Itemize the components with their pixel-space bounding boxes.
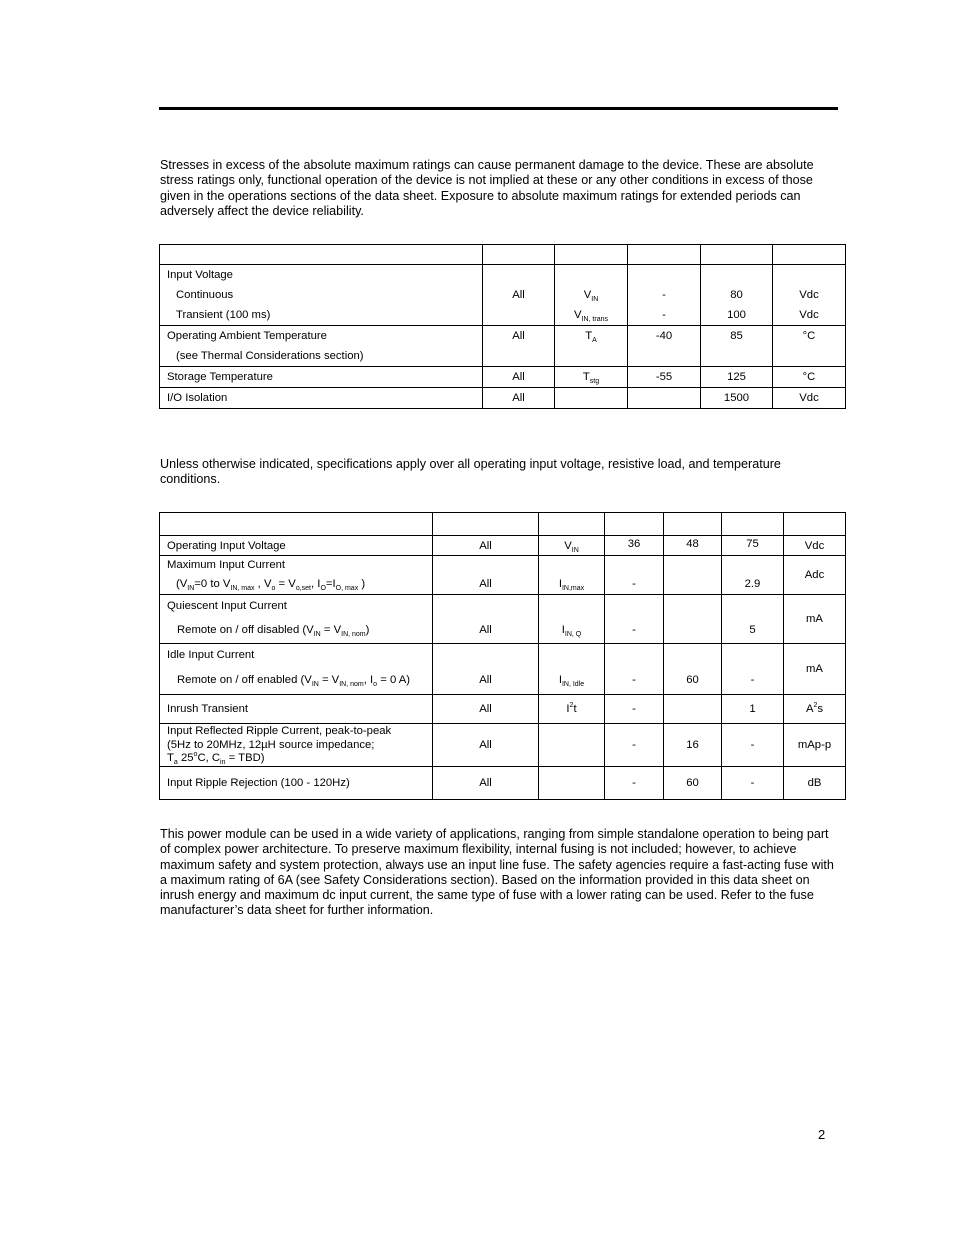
max-cell: 125: [727, 371, 746, 383]
min-cell: -40: [655, 330, 673, 342]
param-label: Storage Temperature: [167, 371, 273, 383]
symbol-cell: $V_{IN}$: [583, 289, 599, 303]
max-cell: 1500: [723, 392, 750, 404]
device-cell: All: [479, 674, 492, 686]
table-row-quiescent-input-current: [160, 595, 846, 644]
table-header-row: [160, 513, 846, 536]
table-row-input-reflected-ripple: [160, 724, 846, 767]
max-cell: -: [750, 674, 755, 686]
max-cell: 80: [730, 289, 743, 301]
table-row-idle-input-current: [160, 644, 846, 695]
param-note: (see Thermal Considerations section): [176, 350, 364, 362]
min-cell: 36: [627, 538, 641, 550]
min-cell: -: [662, 289, 666, 301]
symbol-cell: $I^2t$: [566, 702, 577, 715]
param-label: Maximum Input Current: [167, 559, 286, 571]
page-number: 2: [818, 1127, 826, 1142]
max-cell: -: [750, 776, 755, 789]
table-row-storage-temperature: [160, 367, 846, 388]
typ-cell: 16: [686, 738, 699, 751]
param-label: Operating Ambient Temperature: [167, 330, 327, 342]
table-row-operating-temperature: [160, 326, 846, 367]
device-cell: All: [479, 578, 492, 590]
symbol-cell: $T_{stg}$: [582, 371, 600, 385]
param-condition: ($V_{IN}=0$ to $V_{IN, max}$ , $V_o = V_{o,set}$, $I_O=I_{O, max}$ ): [176, 578, 366, 592]
param-label: Input Reflected Ripple Current, peak-to-peak: [167, 725, 392, 737]
max-cell: 1: [749, 703, 756, 715]
param-label: Quiescent Input Current: [167, 600, 287, 612]
absolute-max-ratings-table: [159, 244, 846, 409]
device-cell: All: [479, 776, 492, 789]
table-row-io-isolation: [160, 388, 846, 409]
electrical-intro-paragraph: Unless otherwise indicated, specifications apply over all operating input voltage, resistive load, and temperature conditions.: [160, 457, 781, 487]
typ-cell: 60: [686, 776, 699, 789]
max-cell: 75: [746, 538, 759, 550]
input-specifications-table: [159, 512, 846, 800]
unit-cell: °C: [802, 330, 816, 342]
param-condition: Remote on / off disabled $(V_{IN} = V_{IN, nom})$: [177, 624, 370, 638]
param-label: Inrush Transient: [167, 703, 249, 715]
param-condition: (5Hz to 20MHz, 12µH source impedance;: [167, 738, 375, 751]
max-cell: 85: [730, 330, 743, 342]
min-cell: -: [632, 674, 636, 686]
device-cell: All: [479, 738, 492, 751]
symbol-cell: $I_{IN, Idle}$: [558, 674, 585, 688]
unit-cell: mAp-p: [797, 738, 832, 751]
min-cell: -: [632, 738, 636, 751]
device-cell: All: [512, 392, 525, 404]
header-rule: [159, 107, 838, 110]
min-cell: -: [662, 309, 666, 321]
table-header-row: [160, 245, 846, 265]
unit-cell: Vdc: [799, 289, 819, 301]
table-row-operating-input-voltage: [160, 536, 846, 556]
table-row-input-ripple-rejection: [160, 766, 846, 799]
min-cell: -: [632, 703, 636, 715]
param-label: Input Ripple Rejection (100 - 120Hz): [167, 776, 350, 789]
max-cell: 100: [727, 309, 746, 321]
typ-cell: 48: [686, 538, 699, 550]
device-cell: All: [512, 371, 525, 383]
symbol-cell: $I_{IN,max}$: [558, 578, 585, 592]
min-cell: -: [632, 624, 636, 636]
unit-cell: mA: [806, 663, 823, 675]
device-cell: All: [479, 624, 492, 636]
unit-cell: dB: [807, 776, 822, 789]
table-row-inrush-transient: [160, 695, 846, 724]
table-row-input-voltage: [160, 265, 846, 326]
device-cell: All: [479, 540, 492, 552]
unit-cell: °C: [802, 371, 816, 383]
unit-cell: Vdc: [804, 540, 825, 552]
device-cell: All: [479, 703, 492, 715]
param-condition: Remote on / off enabled ($V_{IN} = V_{IN, nom}$, $I_o = 0$ A): [177, 674, 411, 688]
abs-max-intro-paragraph: Stresses in excess of the absolute maximum ratings can cause permanent damage to the device. These are absolute stress ratings only, functional operation of the device is not implied at these or any other conditions in excess of those given in the operations sections of the data sheet. Exposure to absolute maximum ratings for extended periods can adversely affect the device reliability.: [160, 158, 814, 218]
unit-cell: Vdc: [799, 309, 819, 321]
typ-cell: 60: [686, 674, 699, 686]
param-label: I/O Isolation: [167, 392, 228, 404]
param-label: Operating Input Voltage: [167, 540, 286, 552]
table-row-max-input-current: [160, 556, 846, 595]
min-cell: -: [632, 776, 636, 789]
unit-cell: $A^2s$: [805, 702, 824, 715]
param-sub-label: Continuous: [176, 289, 234, 301]
symbol-cell: $V_{IN, trans}$: [574, 309, 608, 323]
device-cell: All: [512, 330, 525, 342]
symbol-cell: $T_A$: [585, 330, 597, 344]
fuse-paragraph: This power module can be used in a wide variety of applications, ranging from simple standalone operation to being part of complex power architecture. To preserve maximum flexibility, internal fusing is not included; however, to achieve maximum safety and system protection, always use an input line fuse. The safety agencies require a fast-acting fuse with a maximum rating of 6A (see Safety Considerations section). Based on the information provided in this data sheet on inrush energy and maximum dc input current, the same type of fuse with a lower rating can be used. Refer to the fuse manufacturer’s data sheet for further information.: [160, 827, 834, 918]
param-label: Input Voltage: [167, 269, 233, 281]
min-cell: -: [632, 578, 636, 590]
unit-cell: Adc: [804, 569, 825, 581]
param-condition: $T_a$ 25$^o$C, $C_{in} = TBD$): [167, 751, 265, 766]
max-cell: 2.9: [744, 578, 761, 590]
param-label: Idle Input Current: [167, 649, 255, 661]
device-cell: All: [512, 289, 525, 301]
max-cell: -: [750, 738, 755, 751]
unit-cell: mA: [806, 613, 823, 625]
symbol-cell: $I_{IN, Q}$: [561, 624, 582, 638]
unit-cell: Vdc: [799, 392, 819, 404]
symbol-cell: $V_{IN}$: [564, 540, 579, 554]
param-sub-label: Transient (100 ms): [176, 309, 271, 321]
min-cell: -55: [655, 371, 673, 383]
max-cell: 5: [749, 624, 756, 636]
